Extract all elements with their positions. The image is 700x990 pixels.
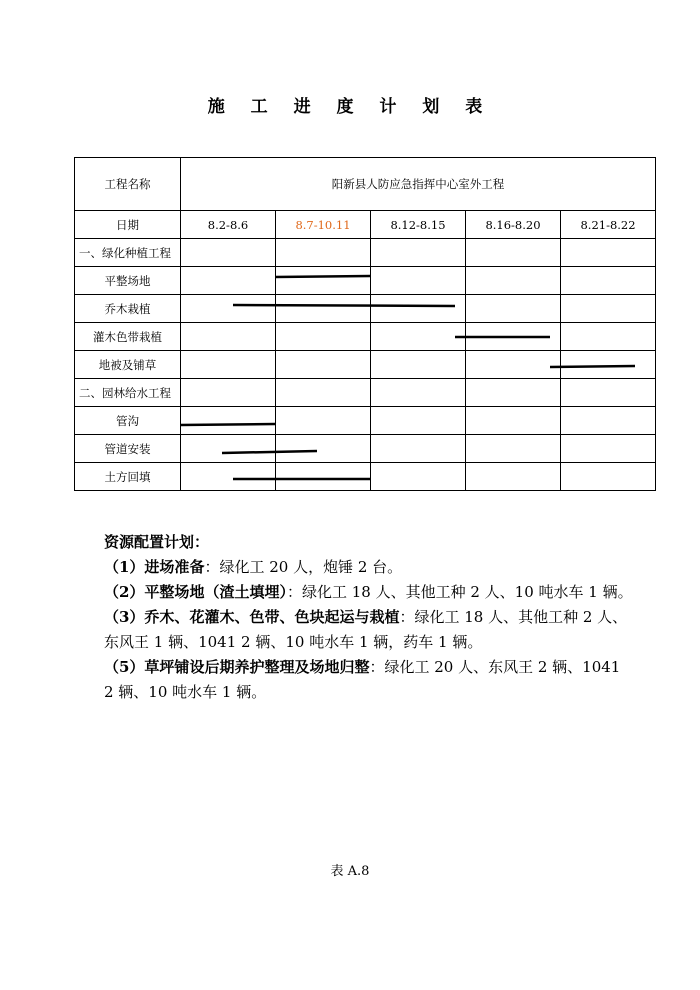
project-label: 工程名称 <box>75 158 181 211</box>
table-row <box>75 323 656 351</box>
section-label: 二、园林给水工程 <box>75 379 181 407</box>
table-row <box>75 351 656 379</box>
table-row <box>75 463 656 491</box>
task-label: 灌木色带栽植 <box>75 323 181 351</box>
resource-item-text: ：绿化工 18 人、其他工种 2 人、东风王 1 辆、1041 2 辆、10 吨水车 1 辆，药车 1 辆。 <box>104 608 628 651</box>
resource-plan <box>104 530 634 705</box>
task-label: 管道安装 <box>75 435 181 463</box>
resource-item <box>104 580 634 605</box>
page-title: 施 工 进 度 计 划 表 <box>207 97 493 117</box>
date-cell-highlight: 8.7-10.11 <box>276 211 371 239</box>
date-cell: 8.16-8.20 <box>466 211 561 239</box>
resource-item <box>104 655 634 705</box>
resource-item-prefix: （3）乔木、花灌木、色带、色块起运与栽植 <box>104 608 400 626</box>
task-label: 土方回填 <box>75 463 181 491</box>
date-row <box>75 211 656 239</box>
task-label: 乔木栽植 <box>75 295 181 323</box>
table-row <box>75 407 656 435</box>
table-row <box>75 239 656 267</box>
resource-item-prefix: （1）进场准备 <box>104 558 205 576</box>
table-caption: 表 A.8 <box>330 864 370 879</box>
date-label: 日期 <box>75 211 181 239</box>
date-cell: 8.2-8.6 <box>181 211 276 239</box>
resource-item-text: ：绿化工 20 人、东风王 2 辆、1041 2 辆、10 吨水车 1 辆。 <box>104 658 621 701</box>
resource-item-prefix: （5）草坪铺设后期养护整理及场地归整 <box>104 658 370 676</box>
project-value: 阳新县人防应急指挥中心室外工程 <box>181 158 656 211</box>
section-label: 一、绿化种植工程 <box>75 239 181 267</box>
table-row <box>75 435 656 463</box>
project-row <box>75 158 656 211</box>
task-label: 管沟 <box>75 407 181 435</box>
table-row <box>75 295 656 323</box>
resource-item <box>104 555 634 580</box>
task-label: 地被及铺草 <box>75 351 181 379</box>
table-row <box>75 267 656 295</box>
resource-heading: 资源配置计划： <box>104 533 210 551</box>
task-label: 平整场地 <box>75 267 181 295</box>
table-row <box>75 379 656 407</box>
resource-item-prefix: （2）平整场地（渣土填埋） <box>104 583 287 601</box>
resource-item-text: ：绿化工 18 人、其他工种 2 人、10 吨水车 1 辆。 <box>286 583 633 601</box>
date-cell: 8.12-8.15 <box>371 211 466 239</box>
schedule-table <box>74 157 656 491</box>
resource-item-text: ：绿化工 20 人，炮锤 2 台。 <box>204 558 403 576</box>
resource-item <box>104 605 634 655</box>
date-cell: 8.21-8.22 <box>561 211 656 239</box>
